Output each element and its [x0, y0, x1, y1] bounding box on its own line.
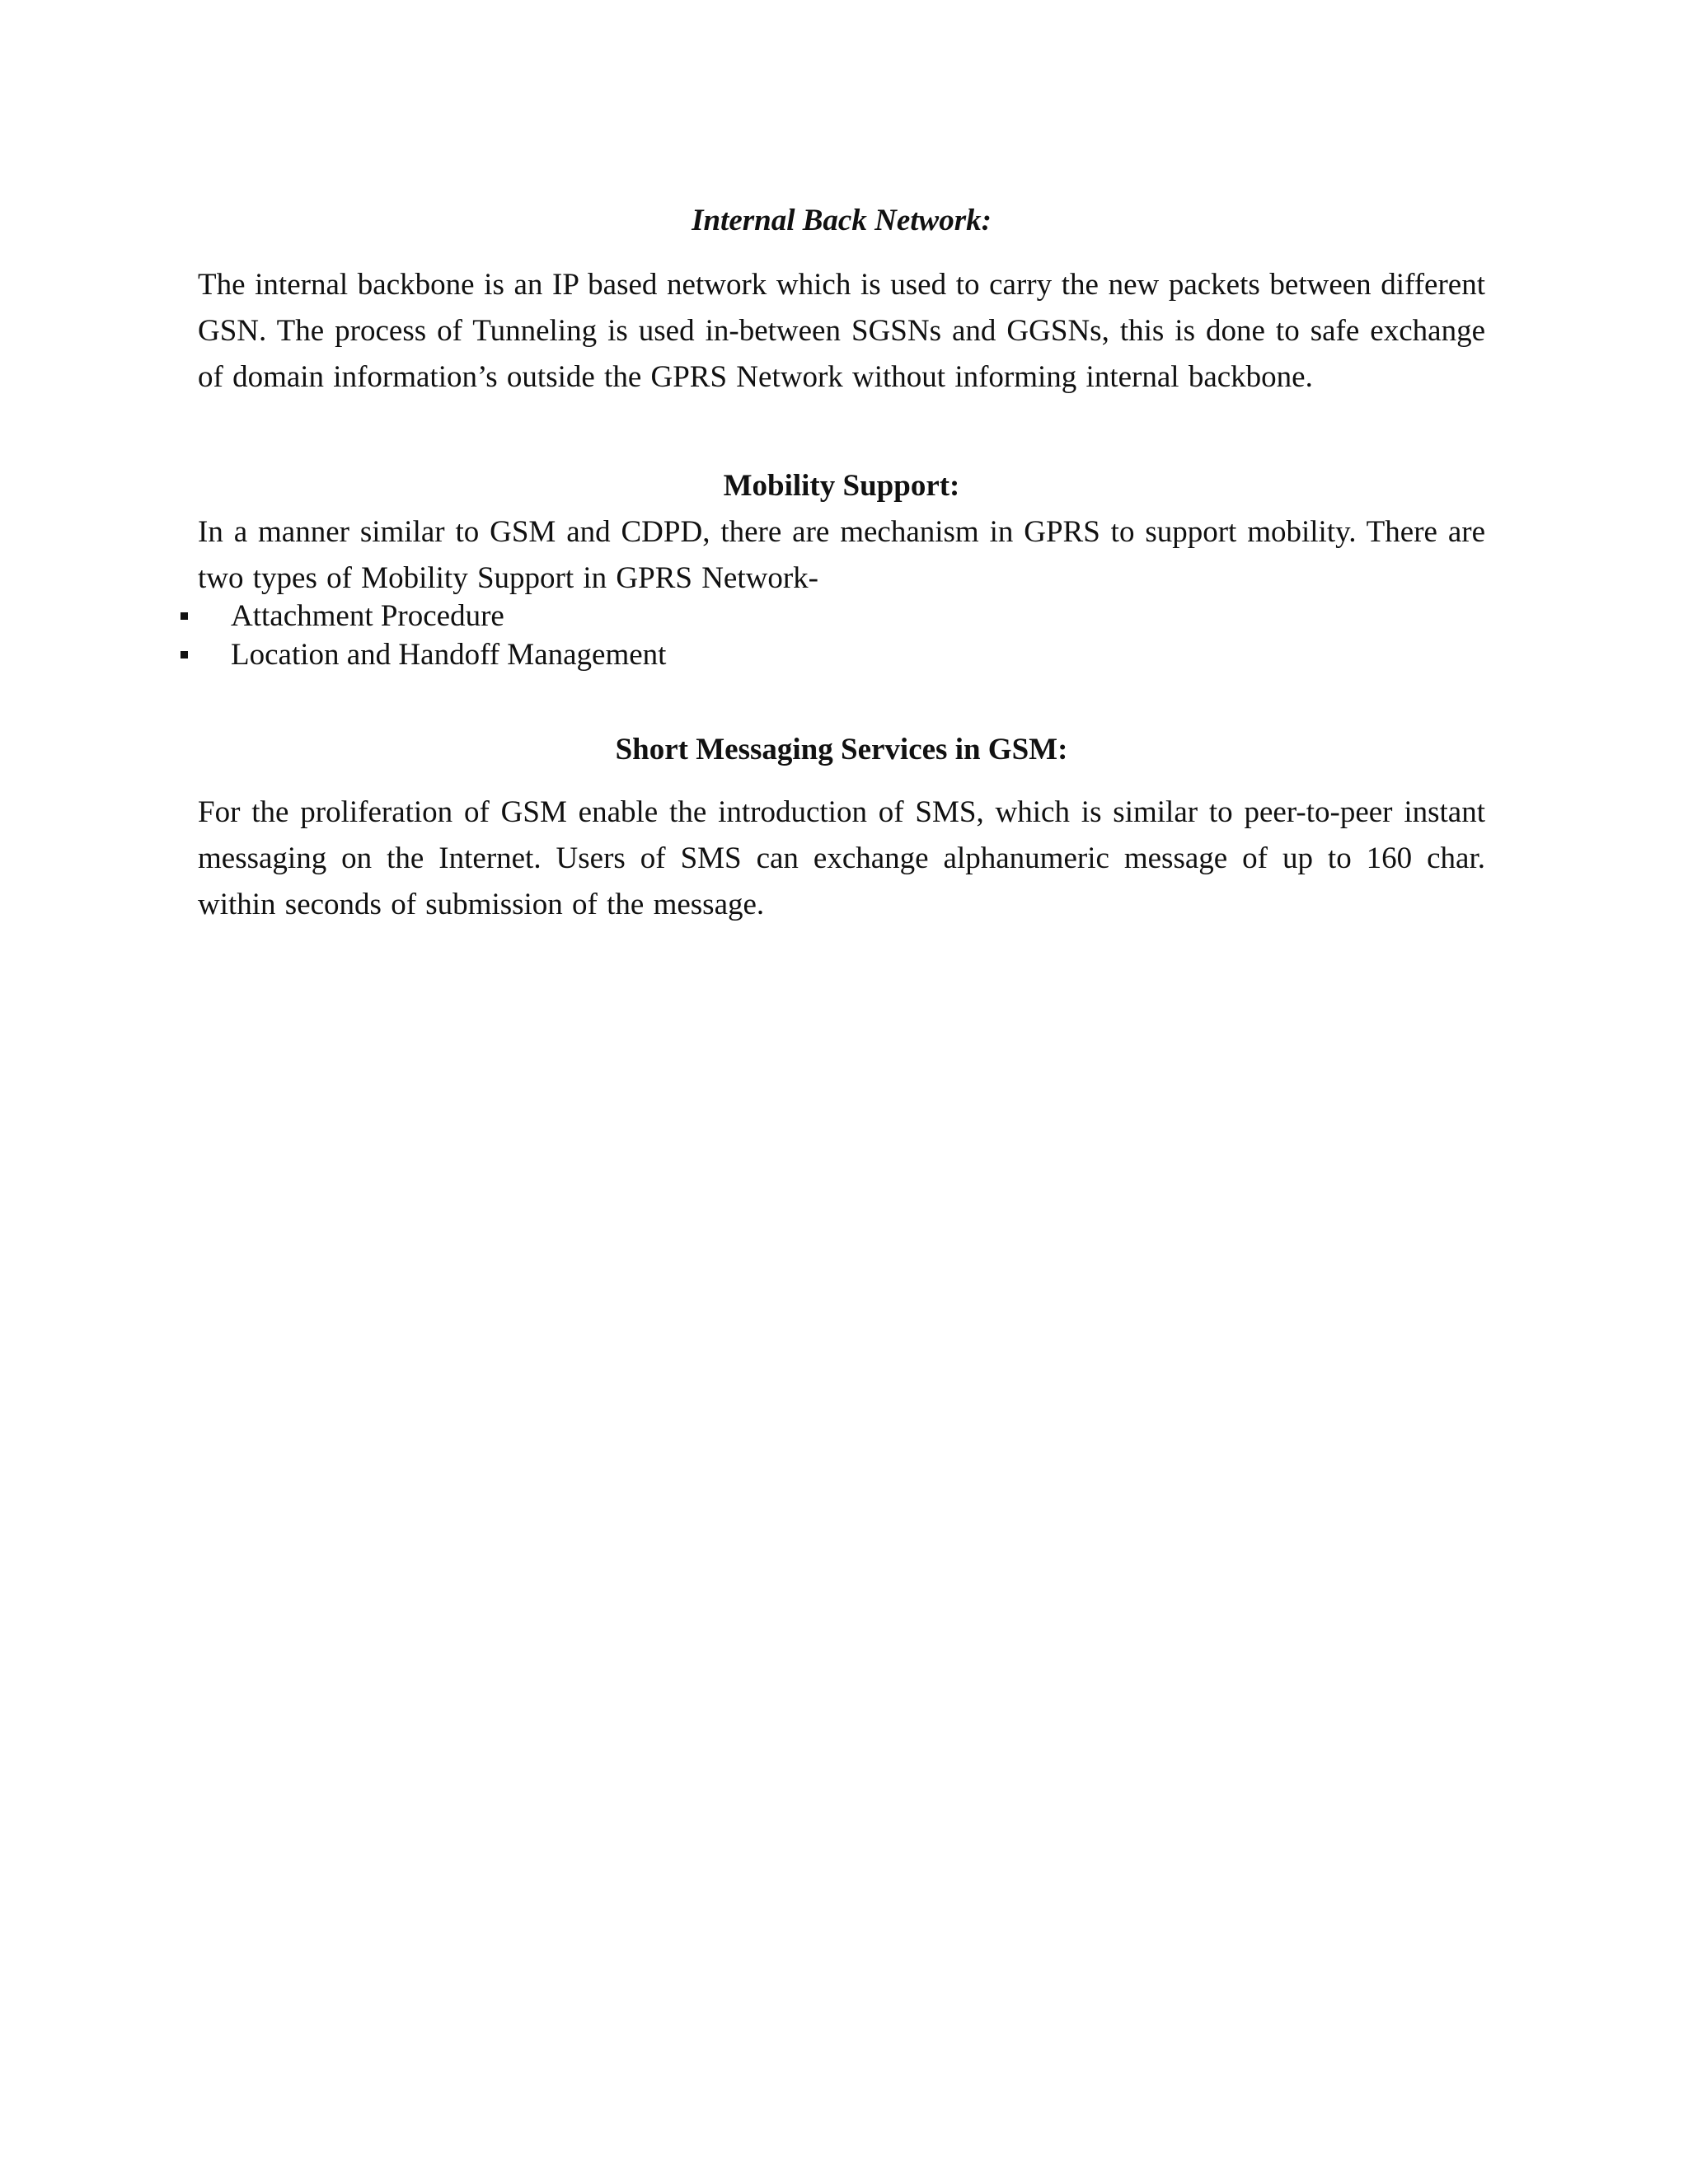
internal-backbone-heading: Internal Back Network:	[692, 204, 992, 237]
list-item-text: Location and Handoff Management	[231, 638, 667, 672]
list-item	[0, 597, 1485, 635]
square-bullet-icon	[181, 651, 188, 658]
internal-backbone-paragraph: The internal backbone is an IP based network which is used to carry the new packets between different GSN. The process of Tunneling is used in-between SGSNs and GGSNs, this is done to safe exchange of domain information’s outside the GPRS Network without informing internal backbone.	[198, 268, 1485, 394]
mobility-support-paragraph: In a manner similar to GSM and CDPD, there are mechanism in GPRS to support mobility. There are two types of Mobility Support in GPRS Network-	[198, 515, 1485, 595]
list-item	[0, 635, 1485, 674]
mobility-support-heading: Mobility Support:	[723, 469, 960, 503]
mobility-support-list	[0, 597, 1485, 674]
sms-heading: Short Messaging Services in GSM:	[615, 733, 1068, 766]
square-bullet-icon	[181, 612, 188, 620]
sms-paragraph: For the proliferation of GSM enable the introduction of SMS, which is similar to peer-to-peer instant messaging on the Internet. Users of SMS can exchange alphanumeric message of up to 160 char. within seconds of submission of the message.	[198, 795, 1485, 921]
list-item-text: Attachment Procedure	[231, 599, 504, 633]
